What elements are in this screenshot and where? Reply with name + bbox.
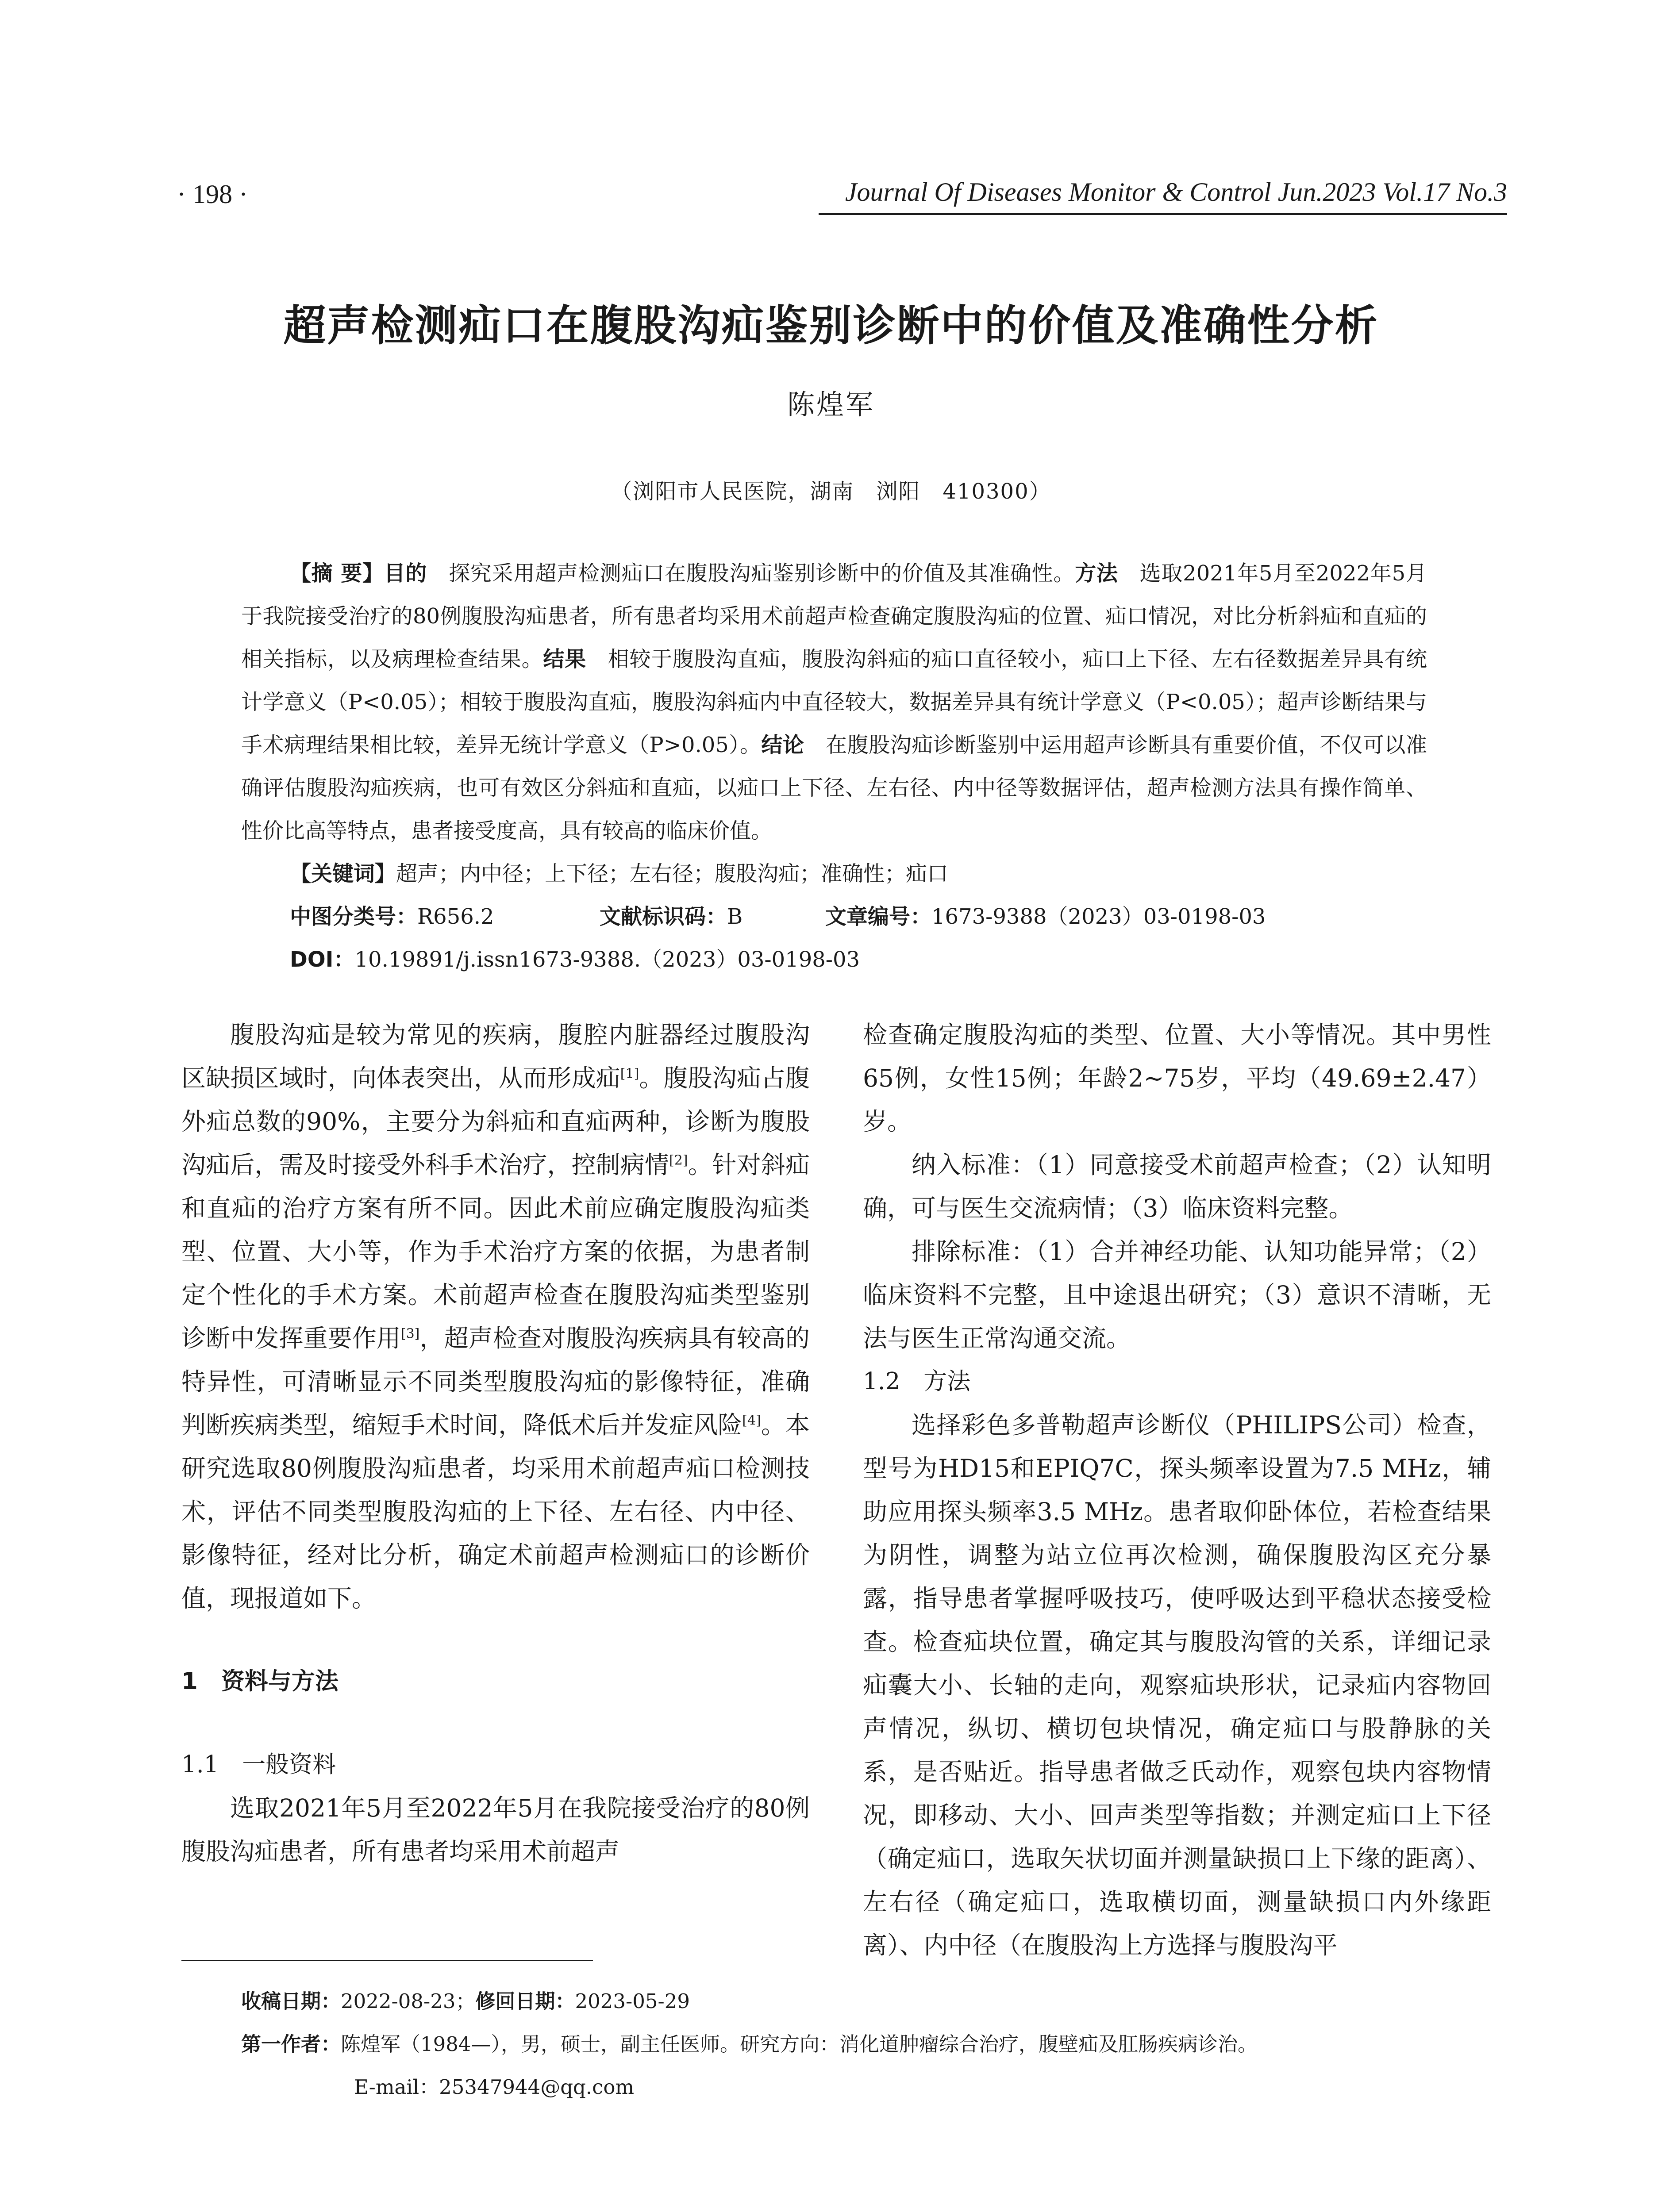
abstract-label: 【摘 要】 bbox=[290, 561, 384, 586]
ref-4: [4] bbox=[742, 1413, 761, 1429]
patients-paragraph: 检查确定腹股沟疝的类型、位置、大小等情况。其中男性65例，女性15例；年龄2~75岁，平均（49.69±2.47）岁。 bbox=[863, 1021, 1491, 1136]
general-data-paragraph: 选取2021年5月至2022年5月在我院接受治疗的80例腹股沟疝患者，所有患者均采用术前超声 bbox=[181, 1794, 810, 1866]
objective-text: 探究采用超声检测疝口在腹股沟疝鉴别诊断中的价值及其准确性。 bbox=[449, 561, 1075, 586]
objective-label: 目的 bbox=[384, 561, 427, 586]
article-number-label: 文章编号： bbox=[825, 904, 932, 929]
page-number: · 198 · bbox=[177, 180, 248, 209]
doi-line bbox=[241, 938, 1427, 981]
doi-label: DOI： bbox=[290, 947, 355, 972]
footnote-block bbox=[241, 1980, 1258, 2108]
clc-label: 中图分类号： bbox=[290, 904, 418, 929]
conclusion-label: 结论 bbox=[761, 733, 804, 757]
section-heading-1: 1 资料与方法 bbox=[181, 1668, 339, 1695]
received-label: 收稿日期： bbox=[241, 1989, 341, 2013]
email-line: E-mail：25347944@qq.com bbox=[354, 2075, 635, 2099]
doc-code-label: 文献标识码： bbox=[600, 904, 727, 929]
article-author: 陈煌军 bbox=[787, 388, 875, 421]
doc-code-value: B bbox=[727, 904, 743, 929]
intro-paragraph bbox=[181, 1013, 810, 1620]
abstract-block bbox=[241, 552, 1427, 981]
exclusion-paragraph: 排除标准：（1）合并神经功能、认知功能异常；（2）临床资料不完整，且中途退出研究；（3）意识不清晰，无法与医生正常沟通交流。 bbox=[863, 1237, 1491, 1352]
methods-label: 方法 bbox=[1075, 561, 1118, 586]
results-label: 结果 bbox=[543, 647, 586, 672]
intro-text-1: 腹股沟疝是较为常见的疾病，腹腔内脏器经过腹股沟区缺损区域时，向体表突出，从而形成疝 bbox=[181, 1021, 810, 1092]
ref-3: [3] bbox=[400, 1326, 420, 1342]
keywords-line bbox=[241, 853, 1427, 895]
ref-1: [1] bbox=[620, 1066, 639, 1082]
first-author-value: 陈煌军（1984—），男，硕士，副主任医师。研究方向：消化道肿瘤综合治疗，腹壁疝及肛肠疾病诊治。 bbox=[341, 2032, 1258, 2056]
intro-text-4: ，超声检查对腹股沟疾病具有较高的特异性，可清晰显示不同类型腹股沟疝的影像特征，准确判断疾病类型，缩短手术时间，降低术后并发症风险 bbox=[181, 1324, 810, 1439]
article-title: 超声检测疝口在腹股沟疝鉴别诊断中的价值及准确性分析 bbox=[283, 301, 1379, 350]
intro-text-2: 。腹股沟疝占腹外疝总数的90%，主要分为斜疝和直疝两种，诊断为腹股沟疝后，需及时接受外科手术治疗，控制病情 bbox=[181, 1064, 810, 1179]
conclusion-text: 在腹股沟疝诊断鉴别中运用超声诊断具有重要价值，不仅可以准确评估腹股沟疝疾病，也可有效区分斜疝和直疝，以疝口上下径、左右径、内中径等数据评估，超声检测方法具有操作简单、性价比高等特点，患者接受度高，具有较高的临床价值。 bbox=[241, 733, 1427, 843]
journal-header: Journal Of Diseases Monitor & Control Jun.2023 Vol.17 No.3 bbox=[845, 177, 1507, 207]
doi-value: 10.19891/j.issn1673-9388.（2023）03-0198-03 bbox=[354, 947, 860, 972]
intro-text-5: 。本研究选取80例腹股沟疝患者，均采用术前超声疝口检测技术，评估不同类型腹股沟疝的上下径、左右径、内中径、影像特征，经对比分析，确定术前超声检测疝口的诊断价值，现报道如下。 bbox=[181, 1411, 810, 1613]
article-affiliation: （浏阳市人民医院，湖南 浏阳 410300） bbox=[611, 479, 1051, 504]
first-author-label: 第一作者： bbox=[241, 2032, 341, 2056]
ref-2: [2] bbox=[669, 1152, 688, 1168]
classification-line bbox=[241, 895, 1427, 938]
methods-text: 选取2021年5月至2022年5月于我院接受治疗的80例腹股沟疝患者，所有患者均采用术前超声检查确定腹股沟疝的位置、疝口情况，对比分析斜疝和直疝的相关指标，以及病理检查结果。 bbox=[241, 561, 1427, 672]
revised-label: 修回日期： bbox=[475, 1989, 575, 2013]
keywords-value: 超声；内中径；上下径；左右径；腹股沟疝；准确性；疝口 bbox=[396, 861, 949, 886]
first-author-line bbox=[241, 2023, 1258, 2066]
revised-value: 2023-05-29 bbox=[575, 1989, 690, 2013]
abstract-text bbox=[241, 552, 1427, 853]
method-paragraph: 选择彩色多普勒超声诊断仪（PHILIPS公司）检查，型号为HD15和EPIQ7C，探头频率设置为7.5 MHz，辅助应用探头频率3.5 MHz。患者取仰卧体位，若检查结果为阴性，调整为站立位再次检测，确保腹股沟区充分暴露，指导患者掌握呼吸技巧，使呼吸达到平稳状态接受检查。检查疝块位置，确定其与腹股沟管的关系，详细记录疝囊大小、长轴的走向，观察疝块形状，记录疝内容物回声情况，纵切、横切包块情况，确定疝口与股静脉的关系，是否贴近。指导患者做乏氏动作，观察包块内容物情况，即移动、大小、回声类型等指数；并测定疝口上下径（确定疝口，选取矢状切面并测量缺损口上下缘的距离）、左右径（确定疝口，选取横切面，测量缺损口内外缘距离）、内中径（在腹股沟上方选择与腹股沟平 bbox=[863, 1411, 1491, 1959]
right-column bbox=[863, 1013, 1491, 1967]
left-column bbox=[181, 1013, 810, 1873]
received-value: 2022-08-23 bbox=[341, 1989, 456, 2013]
keywords-label: 【关键词】 bbox=[290, 861, 396, 886]
subsection-heading-1-1: 1.1 一般资料 bbox=[181, 1751, 336, 1778]
subsection-heading-1-2: 1.2 方法 bbox=[863, 1368, 971, 1395]
article-number-value: 1673-9388（2023）03-0198-03 bbox=[931, 904, 1266, 929]
clc-value: R656.2 bbox=[417, 904, 494, 929]
results-text: 相较于腹股沟直疝，腹股沟斜疝的疝口直径较小，疝口上下径、左右径数据差异具有统计学意义（P<0.05）；相较于腹股沟直疝，腹股沟斜疝内中直径较大，数据差异具有统计学意义（P<0.05）；超声诊断结果与手术病理结果相比较，差异无统计学意义（P>0.05）。 bbox=[241, 647, 1427, 757]
intro-text-3: 。针对斜疝和直疝的治疗方案有所不同。因此术前应确定腹股沟疝类型、位置、大小等，作为手术治疗方案的依据，为患者制定个性化的手术方案。术前超声检查在腹股沟疝类型鉴别诊断中发挥重要作用 bbox=[181, 1151, 810, 1352]
footnote-rule bbox=[181, 1960, 593, 1961]
header-rule bbox=[819, 213, 1507, 215]
inclusion-paragraph: 纳入标准：（1）同意接受术前超声检查；（2）认知明确，可与医生交流病情；（3）临床资料完整。 bbox=[863, 1151, 1491, 1222]
dates-line: 收稿日期：2022-08-23；修回日期：2023-05-29 bbox=[241, 1989, 690, 2013]
